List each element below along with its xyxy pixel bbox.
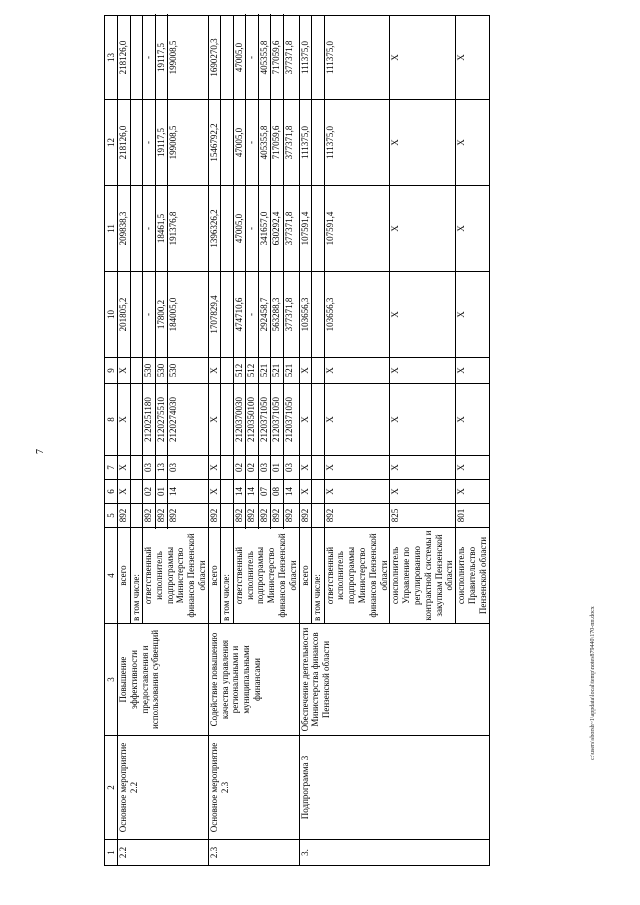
value-cell: [312, 16, 325, 100]
value-cell: [143, 358, 209, 384]
value-line: 19117,5: [156, 14, 169, 101]
value-cell: 218126,0: [118, 100, 131, 186]
value-line: 892: [143, 502, 156, 529]
value-cell: [312, 504, 325, 528]
value-cell: [312, 456, 325, 480]
value-line: 184005,0: [168, 297, 178, 332]
column-number: 11: [105, 186, 118, 272]
value-line: 17800,2: [156, 270, 169, 359]
column-number: 13: [105, 16, 118, 100]
block-number: 2.2: [118, 840, 209, 866]
value-line: -: [246, 184, 259, 273]
value-cell: [143, 504, 209, 528]
financing-table: [104, 15, 490, 866]
value-cell: [233, 358, 299, 384]
value-cell: [312, 186, 325, 272]
value-line: 892: [156, 502, 169, 529]
value-cell: X: [324, 480, 390, 504]
value-cell: [312, 100, 325, 186]
value-cell: [130, 186, 143, 272]
value-cell: [130, 358, 143, 384]
executor-cell: ответственный исполнитель подпрограммы Министерство финансов Пензенской области: [233, 528, 299, 624]
executor-cell: ответственный исполнитель подпрограммы Министерство финансов Пензенской области: [324, 528, 390, 624]
value-line: 521: [259, 356, 272, 385]
column-number: 5: [105, 504, 118, 528]
executor-cell: в том числе:: [221, 528, 234, 624]
value-line: 03: [143, 454, 156, 481]
value-line: -: [143, 98, 156, 187]
block-name: Основное мероприятие 2.2: [118, 736, 209, 840]
value-cell: X: [118, 480, 131, 504]
value-cell: X: [390, 100, 456, 186]
value-cell: [221, 16, 234, 100]
value-cell: [130, 100, 143, 186]
value-cell: [221, 358, 234, 384]
value-line: 47005,0: [234, 184, 247, 273]
value-line: 292458,7: [259, 270, 272, 359]
value-line: 405355,8: [259, 98, 272, 187]
value-cell: X: [390, 358, 456, 384]
value-cell: X: [456, 16, 489, 100]
column-number: 1: [105, 840, 118, 866]
value-cell: [130, 272, 143, 358]
value-cell: [233, 186, 299, 272]
value-cell: 892: [299, 504, 312, 528]
value-cell: X: [456, 456, 489, 480]
value-line: -: [143, 270, 156, 359]
value-cell: X: [324, 358, 390, 384]
value-line: 02: [246, 454, 259, 481]
value-line: 14: [246, 478, 259, 505]
value-cell: X: [118, 358, 131, 384]
value-line: 18461,5: [156, 184, 169, 273]
value-cell: [221, 272, 234, 358]
value-cell: [143, 100, 209, 186]
value-line: 02: [234, 454, 247, 481]
value-line: 02: [143, 478, 156, 505]
value-cell: [143, 272, 209, 358]
value-cell: [143, 16, 209, 100]
value-cell: X: [208, 456, 221, 480]
value-line: 14: [168, 487, 178, 496]
value-line: 892: [234, 502, 247, 529]
value-cell: [130, 384, 143, 456]
value-line: 474710,6: [234, 270, 247, 359]
rotated-page-content: [104, 16, 574, 866]
value-cell: X: [390, 186, 456, 272]
executor-cell: соисполнитель Управление по регулированию контрактной системы и закупкам Пензенской области: [390, 528, 456, 624]
value-line: 2120370030: [234, 382, 247, 457]
value-cell: 111375,0: [324, 100, 390, 186]
value-line: 717059,6: [271, 14, 284, 101]
value-cell: 892: [118, 504, 131, 528]
value-cell: [312, 272, 325, 358]
value-cell: 892: [324, 504, 390, 528]
value-cell: [130, 504, 143, 528]
column-number: 7: [105, 456, 118, 480]
table-row: [299, 16, 312, 866]
value-line: 892: [271, 502, 284, 529]
value-cell: 1546792,2: [208, 100, 221, 186]
block-name: Основное мероприятие 2.3: [208, 736, 299, 840]
value-line: 717059,6: [271, 98, 284, 187]
value-line: 521: [283, 363, 294, 378]
value-cell: X: [299, 384, 312, 456]
value-line: 2120275510: [156, 382, 169, 457]
column-number: 2: [105, 736, 118, 840]
value-cell: [233, 480, 299, 504]
value-line: 03: [168, 463, 178, 472]
value-line: 405355,8: [259, 14, 272, 101]
value-cell: X: [118, 456, 131, 480]
value-cell: 103656,3: [324, 272, 390, 358]
value-cell: 218126,0: [118, 16, 131, 100]
value-cell: 107591,4: [299, 186, 312, 272]
block-number: 2.3: [208, 840, 299, 866]
value-cell: 825: [390, 504, 456, 528]
executor-cell: в том числе:: [312, 528, 325, 624]
value-cell: 111375,0: [299, 100, 312, 186]
value-cell: [233, 100, 299, 186]
column-number: 9: [105, 358, 118, 384]
value-cell: X: [390, 272, 456, 358]
value-cell: [130, 456, 143, 480]
value-line: 2120371050: [259, 382, 272, 457]
value-cell: [312, 358, 325, 384]
value-cell: X: [324, 384, 390, 456]
value-line: 199008,5: [168, 40, 178, 75]
value-line: 530: [168, 363, 178, 378]
value-line: 199008,5: [168, 125, 178, 160]
value-line: 2120371050: [271, 382, 284, 457]
value-line: 47005,0: [234, 98, 247, 187]
value-cell: [143, 456, 209, 480]
value-cell: [312, 384, 325, 456]
value-line: 892: [283, 508, 294, 523]
value-line: 563288,3: [271, 270, 284, 359]
value-line: -: [143, 184, 156, 273]
value-line: 14: [283, 487, 294, 496]
value-line: 630292,4: [271, 184, 284, 273]
block-name: Подпрограмма 3: [299, 736, 489, 840]
block-description: Повышение эффективности предоставления и использования субвенций: [118, 624, 209, 736]
value-cell: X: [208, 480, 221, 504]
value-cell: [233, 272, 299, 358]
value-line: 14: [234, 478, 247, 505]
column-number: 4: [105, 528, 118, 624]
value-cell: X: [324, 456, 390, 480]
value-cell: 209838,3: [118, 186, 131, 272]
value-cell: X: [299, 358, 312, 384]
executor-cell: всего: [299, 528, 312, 624]
value-line: 2120274030: [168, 397, 178, 442]
executor-cell: ответственный исполнитель подпрограммы Министерство финансов Пензенской области: [143, 528, 209, 624]
value-line: 512: [234, 356, 247, 385]
value-line: -: [246, 270, 259, 359]
value-line: 01: [271, 454, 284, 481]
value-line: 191376,8: [168, 211, 178, 246]
value-cell: X: [456, 272, 489, 358]
value-cell: 1396326,2: [208, 186, 221, 272]
block-description: Обеспечение деятельности Министерства финансов Пензенской области: [299, 624, 489, 736]
executor-cell: в том числе:: [130, 528, 143, 624]
value-line: 530: [143, 356, 156, 385]
value-line: 892: [168, 508, 178, 523]
value-line: -: [246, 98, 259, 187]
value-cell: X: [208, 384, 221, 456]
value-cell: X: [299, 480, 312, 504]
value-cell: [312, 480, 325, 504]
value-cell: [233, 384, 299, 456]
value-line: 03: [283, 463, 294, 472]
value-cell: [143, 480, 209, 504]
value-cell: 1690270,3: [208, 16, 221, 100]
value-cell: [143, 186, 209, 272]
block-number: 3.: [299, 840, 489, 866]
value-cell: 1707829,4: [208, 272, 221, 358]
value-cell: X: [299, 456, 312, 480]
value-line: 47005,0: [234, 14, 247, 101]
value-cell: [233, 16, 299, 100]
value-cell: 111375,0: [299, 16, 312, 100]
value-cell: X: [456, 100, 489, 186]
value-cell: [221, 480, 234, 504]
value-cell: 892: [208, 504, 221, 528]
executor-cell: соисполнитель Правительство Пензенской области: [456, 528, 489, 624]
value-cell: [130, 480, 143, 504]
value-line: 521: [271, 356, 284, 385]
value-cell: [221, 384, 234, 456]
value-line: 13: [156, 454, 169, 481]
table-row: [118, 16, 131, 866]
value-line: 03: [259, 454, 272, 481]
value-cell: [221, 100, 234, 186]
value-cell: [130, 16, 143, 100]
value-cell: X: [390, 384, 456, 456]
column-number: 8: [105, 384, 118, 456]
value-line: 377371,8: [283, 297, 294, 332]
executor-cell: всего: [208, 528, 221, 624]
column-number: 6: [105, 480, 118, 504]
value-line: 530: [156, 356, 169, 385]
value-cell: 111375,0: [324, 16, 390, 100]
value-cell: X: [390, 456, 456, 480]
value-cell: [233, 456, 299, 480]
block-description: Содействие повышению качества управления региональными и муниципальными финансами: [208, 624, 299, 736]
footer-file-path: c:\users\sborsh~1\appdata\local\temp\notes879440\170-пп.docx: [590, 606, 596, 760]
column-number-row: [105, 16, 118, 866]
value-line: 19117,5: [156, 98, 169, 187]
value-line: 377371,8: [283, 40, 294, 75]
value-cell: X: [118, 384, 131, 456]
value-cell: X: [456, 384, 489, 456]
value-cell: X: [456, 186, 489, 272]
value-cell: X: [456, 480, 489, 504]
value-line: -: [143, 14, 156, 101]
value-cell: 107591,4: [324, 186, 390, 272]
value-line: 377371,8: [283, 125, 294, 160]
value-line: 892: [246, 502, 259, 529]
value-cell: [221, 186, 234, 272]
value-line: 377371,8: [283, 211, 294, 246]
page-number: 7: [35, 449, 46, 454]
value-line: 512: [246, 356, 259, 385]
column-number: 3: [105, 624, 118, 736]
value-line: 2120371050: [283, 397, 294, 442]
value-cell: [221, 456, 234, 480]
value-line: 2120251180: [143, 382, 156, 457]
value-line: 01: [156, 478, 169, 505]
value-line: 2120350100: [246, 382, 259, 457]
value-line: 892: [259, 502, 272, 529]
value-cell: [221, 504, 234, 528]
value-cell: X: [456, 358, 489, 384]
value-cell: X: [208, 358, 221, 384]
column-number: 10: [105, 272, 118, 358]
column-number: 12: [105, 100, 118, 186]
executor-cell: всего: [118, 528, 131, 624]
value-line: -: [246, 14, 259, 101]
value-cell: 801: [456, 504, 489, 528]
value-cell: 201805,2: [118, 272, 131, 358]
value-line: 08: [271, 478, 284, 505]
value-line: 341657,0: [259, 184, 272, 273]
value-cell: X: [390, 480, 456, 504]
value-cell: 103656,3: [299, 272, 312, 358]
table-row: [208, 16, 221, 866]
value-cell: X: [390, 16, 456, 100]
value-cell: [233, 504, 299, 528]
value-cell: [143, 384, 209, 456]
value-line: 07: [259, 478, 272, 505]
